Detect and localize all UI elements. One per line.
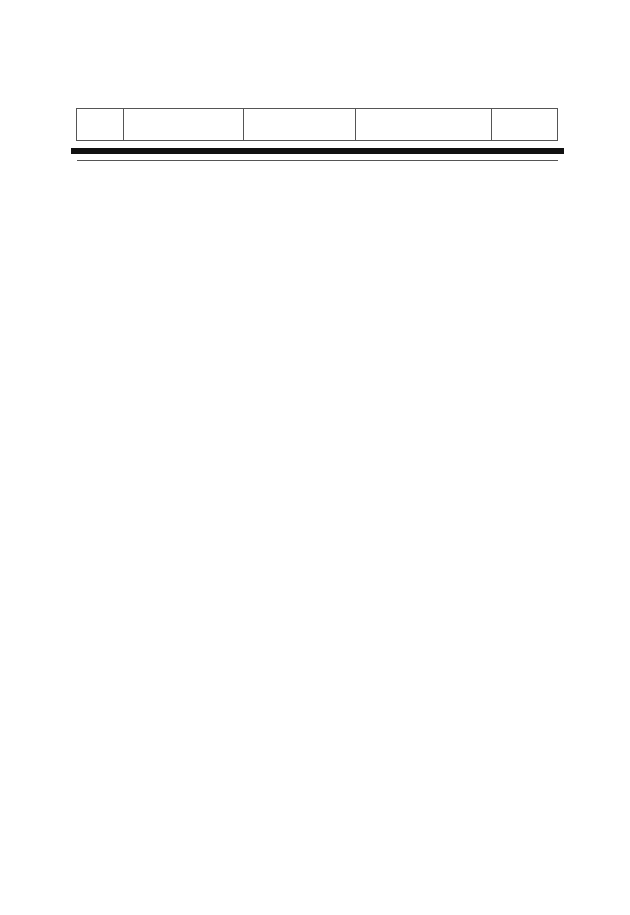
double-rule-separator [77,141,558,161]
table-header-row [77,109,558,141]
header-month-day [77,109,124,141]
header-handler [492,109,558,141]
header-days [124,109,244,141]
header-summary [356,109,492,141]
processing-status-table [76,108,558,161]
header-amount [244,109,356,141]
